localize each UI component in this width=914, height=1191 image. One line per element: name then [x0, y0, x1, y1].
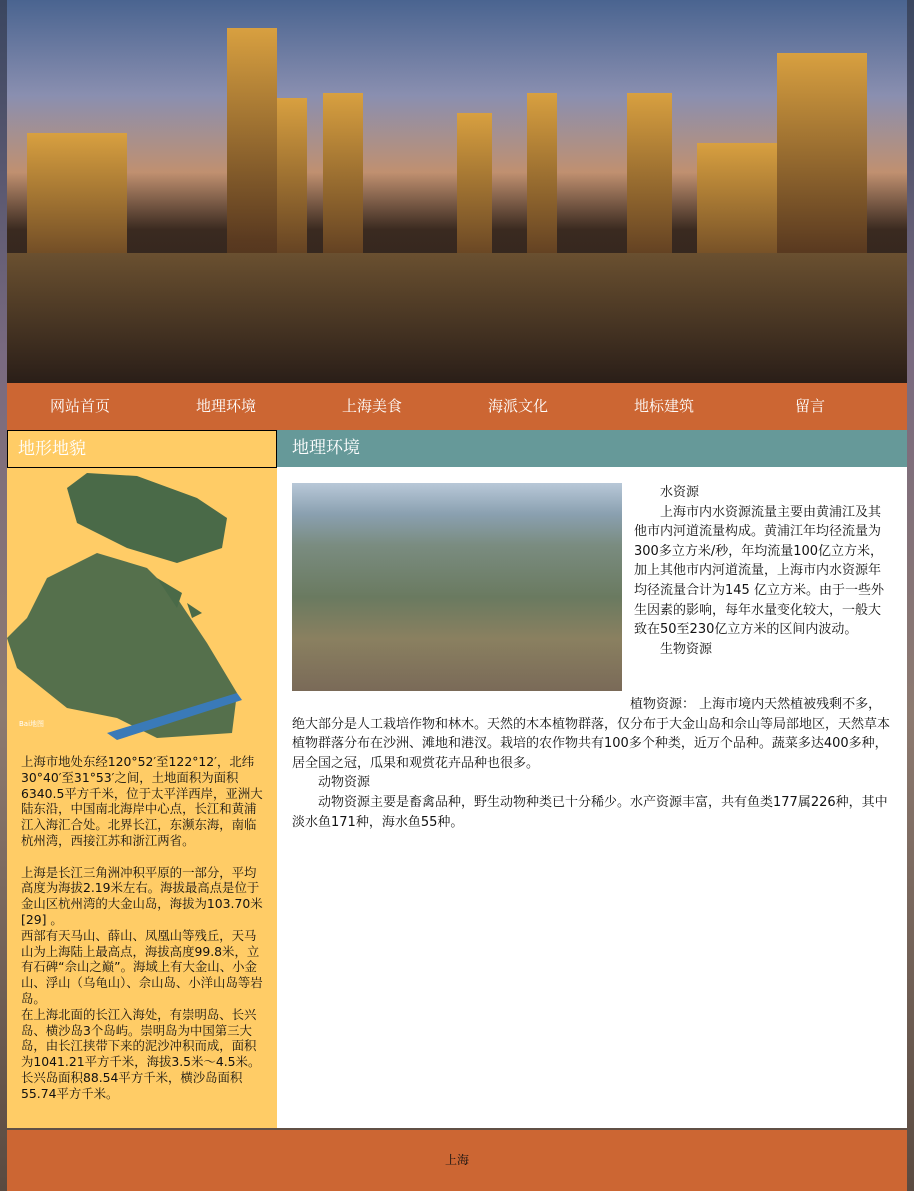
left-sidebar [7, 430, 277, 1128]
sidebar-title: 地形地貌 [7, 430, 277, 468]
animal-text: 动物资源主要是畜禽品种，野生动物种类已十分稀少。水产资源丰富，共有鱼类177属226种，其中淡水鱼171种，海水鱼55种。 [292, 794, 888, 830]
content-title: 地理环境 [277, 430, 907, 467]
water-heading: 水资源 [660, 485, 700, 500]
animal-heading: 动物资源 [318, 775, 371, 791]
footer [7, 1130, 907, 1191]
sidebar-paragraph: 上海市地处东经120°52′至122°12′，北纬30°40′至31°53′之间，土地面积为面积6340.5平方千米，位于太平洋西岸，亚洲大陆东沿，中国南北海岸中心点，长江和黄浦江入海汇合处。北界长江，东濒东海，南临杭州湾，西接江苏和浙江两省。 [21, 754, 263, 848]
nav-culture[interactable]: 海派文化 [487, 397, 548, 415]
aerial-photo [292, 483, 622, 691]
sidebar-text [7, 740, 277, 1102]
footer-text: 上海 [444, 1153, 469, 1167]
map-watermark: Bai地图 [19, 720, 45, 728]
sidebar-paragraph: 西部有天马山、薛山、凤凰山等残丘，天马山为上海陆上最高点，海拔高度99.8米，立有石碑“佘山之巅”。海域上有大金山、小金山、浮山（乌龟山）、佘山岛、小洋山岛等岩岛。 [21, 927, 263, 1006]
shanghai-map-image [7, 468, 277, 740]
water-text: 上海市内水资源流量主要由黄浦江及其他市内河道流量构成。黄浦江年均径流量为300多立方米/秒，年均流量100亿立方米，加上其他市内河道流量，上海市内水资源年均径流量合计为145 亿立方米。由于一些外生因素的影响，每年水量变化较大，一般大致在50至230亿立方米的区间内波动。 [634, 504, 884, 638]
nav-home[interactable]: 网站首页 [49, 397, 110, 415]
plant-text: 植物资源： 上海市境内天然植被残剩不多，绝大部分是人工栽培作物和林木。天然的木本植物群落，仅分布于大金山岛和佘山等局部地区，天然草本植物群落分布在沙洲、滩地和港汊。栽培的农作物共有100多个种类，近万个品种。蔬菜多达400多种，居全国之冠，瓜果和观赏花卉品种也很多。 [292, 697, 891, 771]
nav-geography[interactable]: 地理环境 [195, 397, 256, 415]
main-content [277, 430, 907, 1128]
sidebar-paragraph: 在上海北面的长江入海处，有崇明岛、长兴岛、横沙岛3个岛屿。崇明岛为中国第三大岛，由长江挟带下来的泥沙冲积而成，面积为1041.21平方千米，海拔3.5米～4.5米。长兴岛面积88.54平方千米，横沙岛面积55.74平方千米。 [21, 1006, 261, 1101]
header-banner-image [7, 0, 907, 383]
nav-message[interactable]: 留言 [794, 397, 825, 415]
nav-landmarks[interactable]: 地标建筑 [633, 397, 694, 415]
sidebar-paragraph: 上海是长江三角洲冲积平原的一部分，平均高度为海拔2.19米左右。海拔最高点是位于金山区杭州湾的大金山岛，海拔为103.70米 [29] 。 [21, 864, 263, 927]
main-nav [7, 383, 907, 430]
nav-food[interactable]: 上海美食 [341, 397, 402, 415]
bio-heading: 生物资源 [660, 641, 713, 657]
